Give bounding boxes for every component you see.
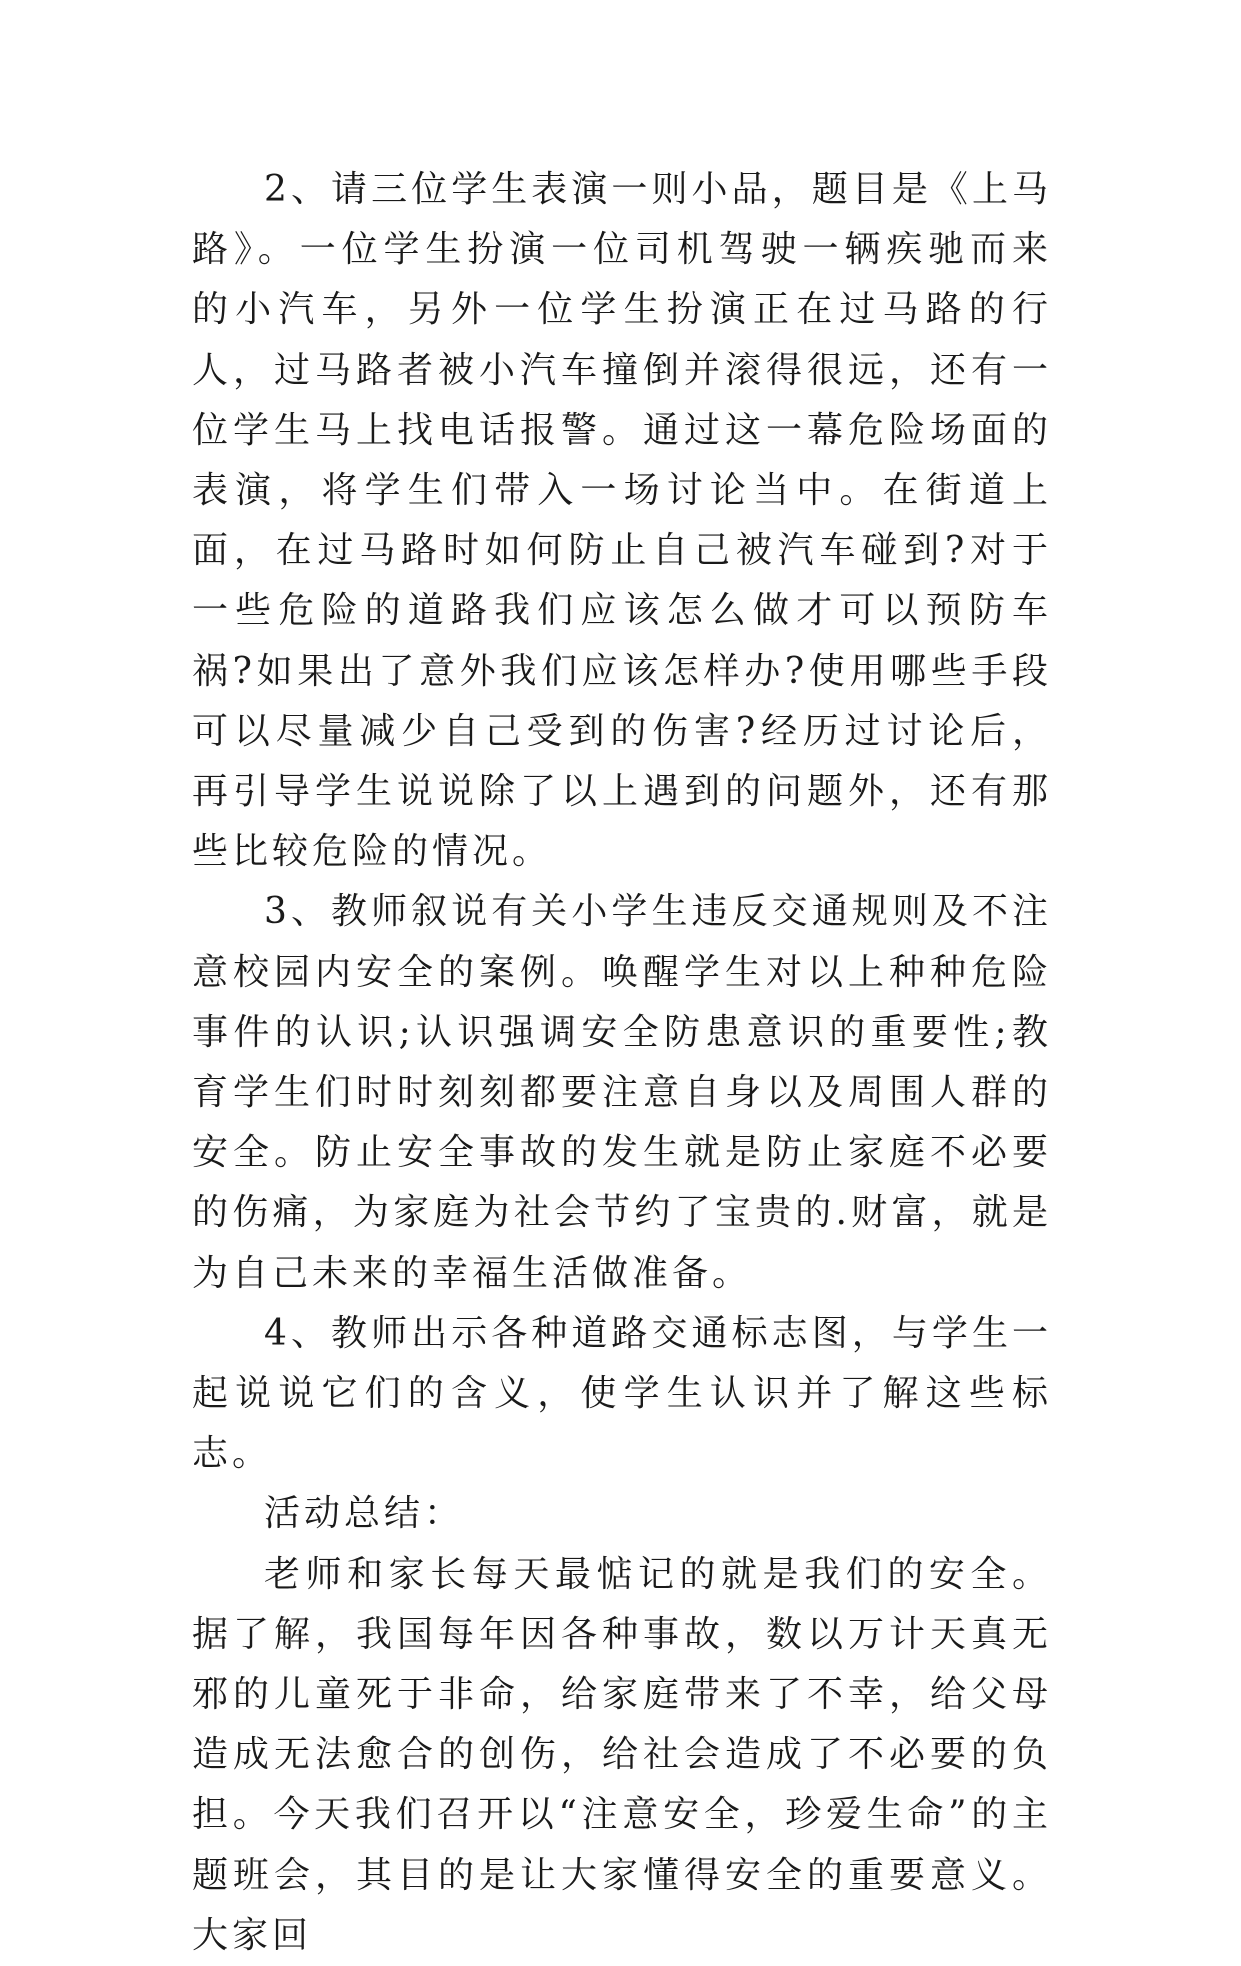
document-body [192, 160, 1052, 1966]
paragraph-traffic-signs: 4、教师出示各种道路交通标志图，与学生一起说说它们的含义，使学生认识并了解这些标志。 [192, 1312, 1052, 1475]
paragraph-safety-cases: 3、教师叙说有关小学生违反交通规则及不注意校园内安全的案例。唤醒学生对以上种种危险事件的认识;认识强调安全防患意识的重要性;教育学生们时时刻刻都要注意自身以及周围人群的安全。防止安全事故的发生就是防止家庭不必要的伤痛，为家庭为社会节约了宝贵的.财富，就是为自己未来的幸福生活做准备。 [192, 891, 1052, 1294]
paragraph-skit-activity: 2、请三位学生表演一则小品，题目是《上马路》。一位学生扮演一位司机驾驶一辆疾驰而来的小汽车，另外一位学生扮演正在过马路的行人，过马路者被小汽车撞倒并滚得很远，还有一位学生马上找电话报警。通过这一幕危险场面的表演，将学生们带入一场讨论当中。在街道上面，在过马路时如何防止自己被汽车碰到?对于一些危险的道路我们应该怎么做才可以预防车祸?如果出了意外我们应该怎样办?使用哪些手段可以尽量减少自己受到的伤害?经历过讨论后，再引导学生说说除了以上遇到的问题外，还有那些比较危险的情况。 [192, 169, 1052, 873]
section-heading-summary: 活动总结： [264, 1493, 465, 1535]
paragraph-summary: 老师和家长每天最惦记的就是我们的安全。据了解，我国每年因各种事故，数以万计天真无邪的儿童死于非命，给家庭带来了不幸，给父母造成无法愈合的创伤，给社会造成了不必要的负担。今天我们召开以“注意安全，珍爱生命”的主题班会，其目的是让大家懂得安全的重要意义。大家回 [192, 1553, 1052, 1956]
